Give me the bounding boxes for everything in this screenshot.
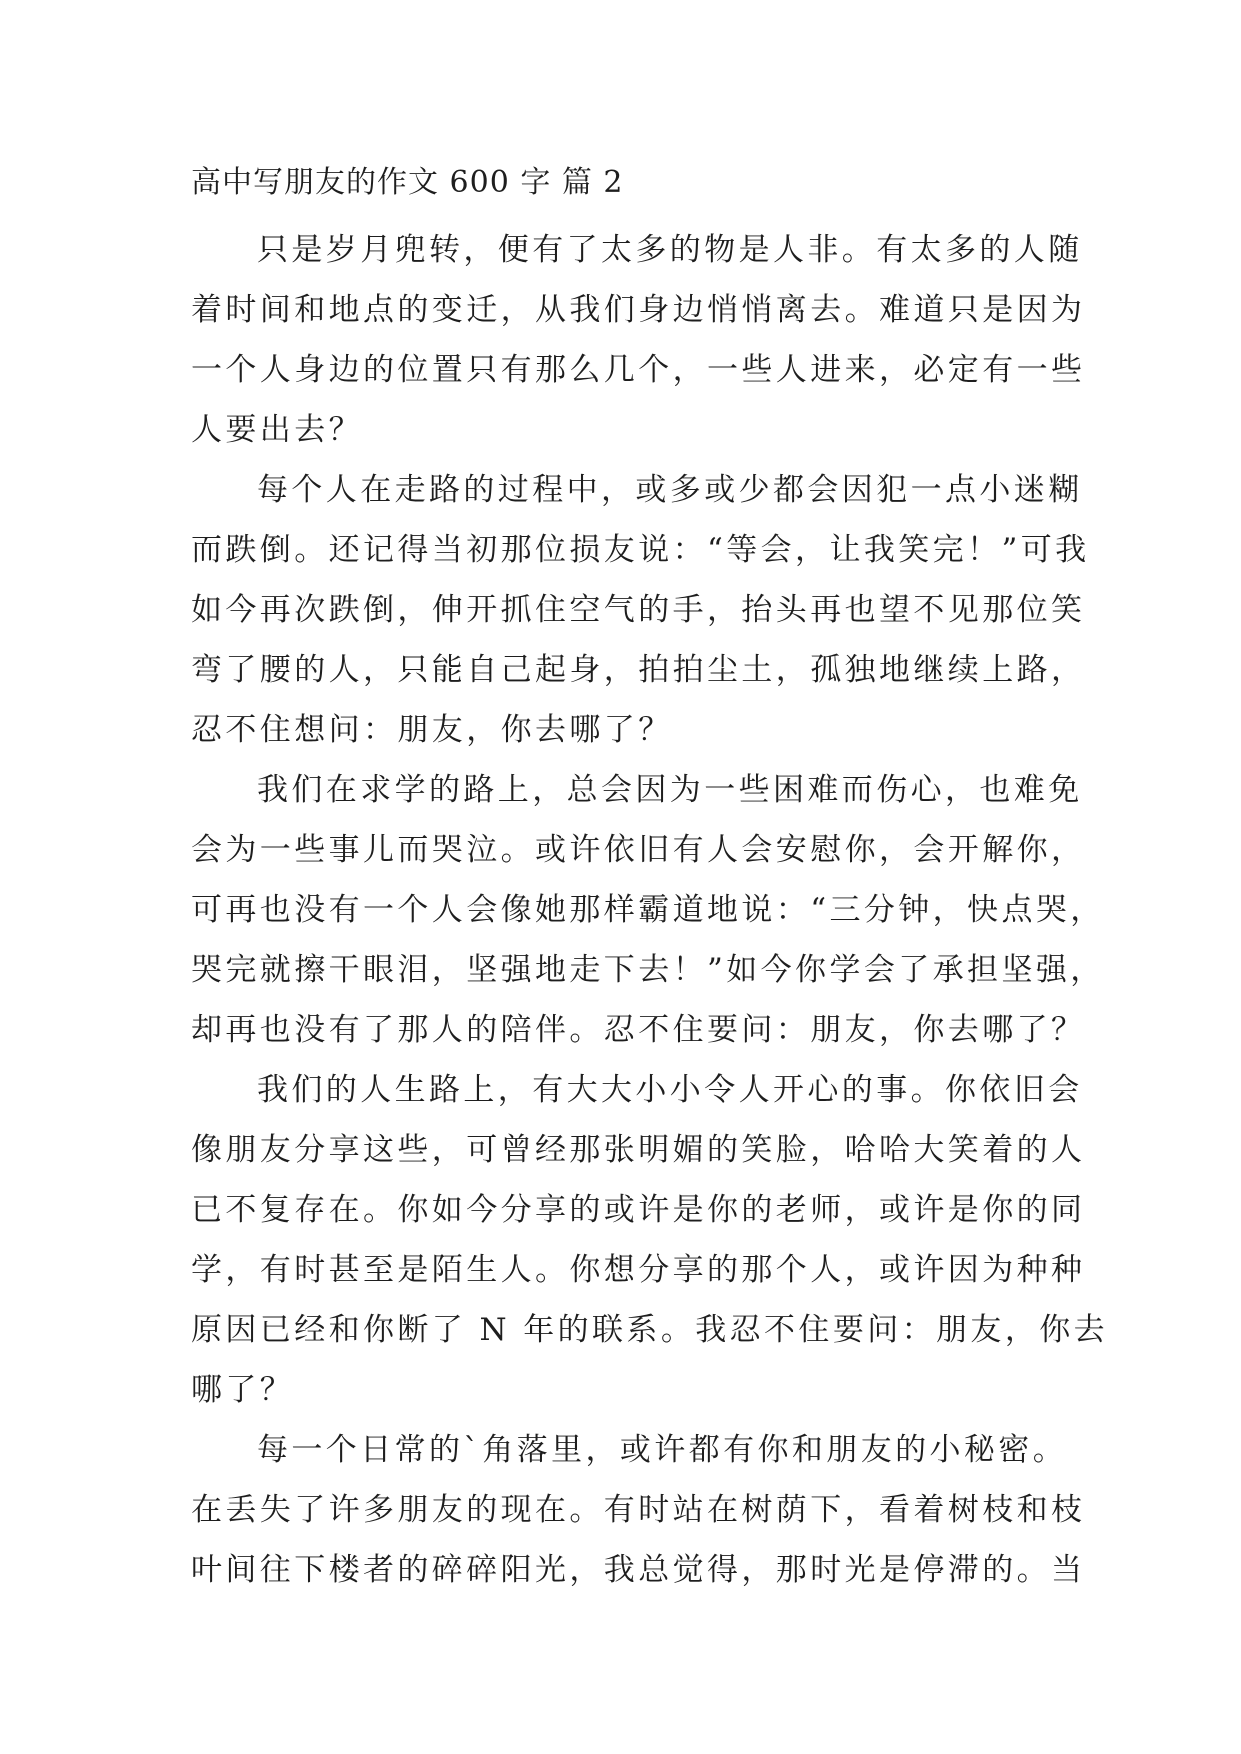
paragraph-line: 会为一些事儿而哭泣。或许依旧有人会安慰你，会开解你， (191, 832, 1086, 868)
paragraph-line: 着时间和地点的变迁，从我们身边悄悄离去。难道只是因为 (191, 292, 1086, 328)
paragraph-line: 在丢失了许多朋友的现在。有时站在树荫下，看着树枝和枝 (191, 1492, 1086, 1528)
paragraph-5 (191, 1420, 1086, 1600)
paragraph-line: 哪了？ (191, 1372, 295, 1408)
paragraph-3 (191, 760, 1105, 1060)
paragraph-line: 一个人身边的位置只有那么几个，一些人进来，必定有一些 (191, 352, 1086, 388)
paragraph-line: 人要出去？ (191, 412, 363, 448)
paragraph-line: 弯了腰的人，只能自己起身，拍拍尘土，孤独地继续上路， (191, 652, 1086, 688)
paragraph-line: 已不复存在。你如今分享的或许是你的老师，或许是你的同 (191, 1192, 1086, 1228)
paragraph-line: 每个人在走路的过程中，或多或少都会因犯一点小迷糊 (257, 472, 1083, 508)
paragraph-line: 每一个日常的`角落里，或许都有你和朋友的小秘密。 (257, 1432, 1068, 1468)
paragraph-line: 学，有时甚至是陌生人。你想分享的那个人，或许因为种种 (191, 1252, 1086, 1288)
paragraph-line: 如今再次跌倒，伸开抓住空气的手，抬头再也望不见那位笑 (191, 592, 1086, 628)
paragraph-line: 只是岁月兜转，便有了太多的物是人非。有太多的人随 (257, 232, 1083, 268)
paragraph-line: 原因已经和你断了 N 年的联系。我忍不住要问：朋友，你去 (191, 1312, 1109, 1348)
paragraph-line: 却再也没有了那人的陪伴。忍不住要问：朋友，你去哪了？ (191, 1012, 1086, 1048)
paragraph-line: 我们的人生路上，有大大小小令人开心的事。你依旧会 (257, 1072, 1083, 1108)
paragraph-1 (191, 220, 1086, 460)
paragraph-line: 叶间往下楼者的碎碎阳光，我总觉得，那时光是停滞的。当 (191, 1552, 1086, 1588)
paragraph-line: 像朋友分享这些，可曾经那张明媚的笑脸，哈哈大笑着的人 (191, 1132, 1086, 1168)
paragraph-2 (191, 460, 1090, 760)
paragraph-line: 忍不住想问：朋友，你去哪了？ (191, 712, 673, 748)
paragraph-line: 而跌倒。还记得当初那位损友说：“等会，让我笑完！”可我 (191, 532, 1090, 568)
document-body (191, 160, 1109, 1600)
paragraph-4 (191, 1060, 1109, 1420)
essay-title: 高中写朋友的作文 600 字 篇 2 (191, 165, 624, 200)
paragraph-line: 我们在求学的路上，总会因为一些困难而伤心，也难免 (257, 772, 1083, 808)
paragraph-line: 可再也没有一个人会像她那样霸道地说：“三分钟，快点哭， (191, 892, 1105, 928)
paragraph-line: 哭完就擦干眼泪，坚强地走下去！”如今你学会了承担坚强， (191, 952, 1105, 988)
